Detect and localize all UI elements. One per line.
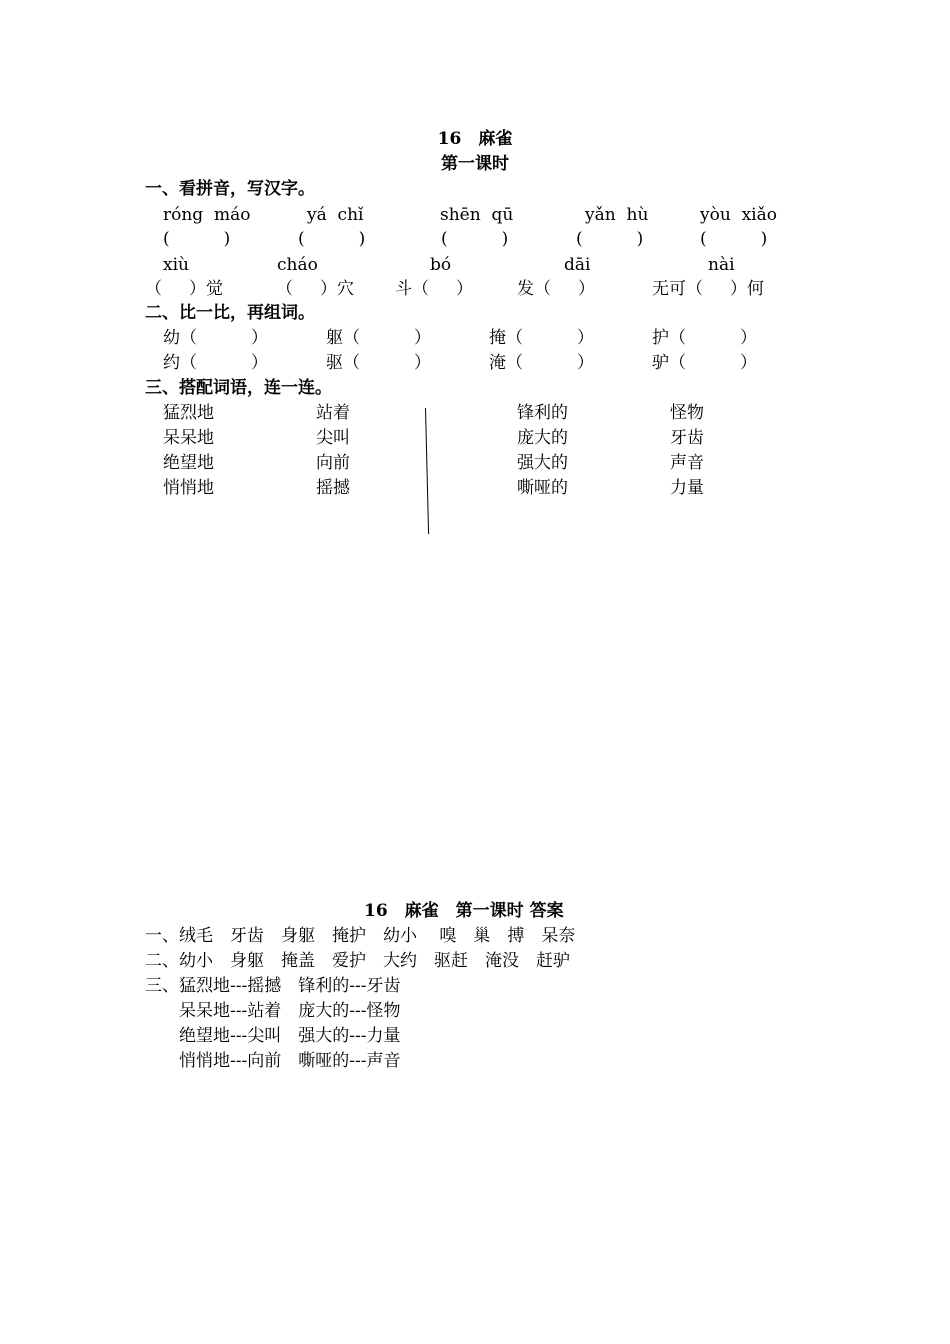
section3-heading: 三、搭配词语，连一连。 (145, 378, 332, 398)
match-left-word[interactable]: 绝望地 (163, 453, 214, 473)
blank-4[interactable]: ( ) (576, 229, 644, 249)
match-left-target[interactable]: 向前 (316, 453, 350, 473)
compare-6[interactable]: 驱（ ） (326, 353, 432, 373)
match-right-word[interactable]: 锋利的 (517, 403, 568, 423)
match-right-target[interactable]: 声音 (670, 453, 704, 473)
compare-3[interactable]: 掩（ ） (489, 328, 595, 348)
section1-heading: 一、看拼音，写汉字。 (145, 179, 315, 199)
pinyin-2: yá chǐ (307, 205, 364, 225)
match-right-word[interactable]: 强大的 (517, 453, 568, 473)
pinyin-4: yǎn hù (585, 205, 649, 225)
compare-1[interactable]: 幼（ ） (163, 328, 269, 348)
blank-1[interactable]: ( ) (163, 229, 231, 249)
pinyin-5: yòu xiǎo (700, 205, 777, 225)
divider-line (425, 408, 429, 534)
answer-line-6: 悄悄地---向前 嘶哑的---声音 (145, 1051, 401, 1071)
pinyin-1: róng máo (163, 205, 251, 225)
section2-heading: 二、比一比，再组词。 (145, 303, 315, 323)
match-left-target[interactable]: 摇撼 (316, 478, 350, 498)
blank-10[interactable]: 无可（ ）何 (652, 279, 765, 299)
pinyin-7: cháo (277, 255, 318, 275)
blank-2[interactable]: ( ) (298, 229, 366, 249)
match-left-target[interactable]: 站着 (316, 403, 350, 423)
match-left-word[interactable]: 猛烈地 (163, 403, 214, 423)
answers-title: 16 麻雀 第一课时 答案 (364, 901, 564, 921)
blank-3[interactable]: ( ) (441, 229, 509, 249)
pinyin-9: dāi (564, 255, 591, 275)
blank-8[interactable]: 斗（ ） (395, 279, 474, 299)
blank-5[interactable]: ( ) (700, 229, 768, 249)
answer-line-1: 一、绒毛 牙齿 身躯 掩护 幼小 嗅 巢 搏 呆奈 (145, 926, 576, 946)
compare-2[interactable]: 躯（ ） (326, 328, 432, 348)
compare-5[interactable]: 约（ ） (163, 353, 269, 373)
match-right-word[interactable]: 嘶哑的 (517, 478, 568, 498)
match-right-target[interactable]: 怪物 (670, 403, 704, 423)
answer-line-5: 绝望地---尖叫 强大的---力量 (145, 1026, 401, 1046)
compare-4[interactable]: 护（ ） (652, 328, 758, 348)
match-left-target[interactable]: 尖叫 (316, 428, 350, 448)
pinyin-3: shēn qū (440, 205, 514, 225)
blank-9[interactable]: 发（ ） (517, 279, 596, 299)
pinyin-6: xiù (163, 255, 189, 275)
match-right-word[interactable]: 庞大的 (517, 428, 568, 448)
worksheet-subtitle: 第一课时 (441, 154, 509, 174)
answer-line-4: 呆呆地---站着 庞大的---怪物 (145, 1001, 401, 1021)
match-right-target[interactable]: 牙齿 (670, 428, 704, 448)
match-left-word[interactable]: 呆呆地 (163, 428, 214, 448)
compare-8[interactable]: 驴（ ） (652, 353, 758, 373)
worksheet-title: 16 麻雀 (437, 129, 513, 149)
blank-7[interactable]: （ ）穴 (276, 279, 355, 299)
pinyin-10: nài (708, 255, 735, 275)
compare-7[interactable]: 淹（ ） (489, 353, 595, 373)
answer-line-2: 二、幼小 身躯 掩盖 爱护 大约 驱赶 淹没 赶驴 (145, 951, 570, 971)
match-right-target[interactable]: 力量 (670, 478, 704, 498)
pinyin-8: bó (430, 255, 452, 275)
match-left-word[interactable]: 悄悄地 (163, 478, 214, 498)
answer-line-3: 三、猛烈地---摇撼 锋利的---牙齿 (145, 976, 401, 996)
blank-6[interactable]: （ ）觉 (145, 279, 224, 299)
